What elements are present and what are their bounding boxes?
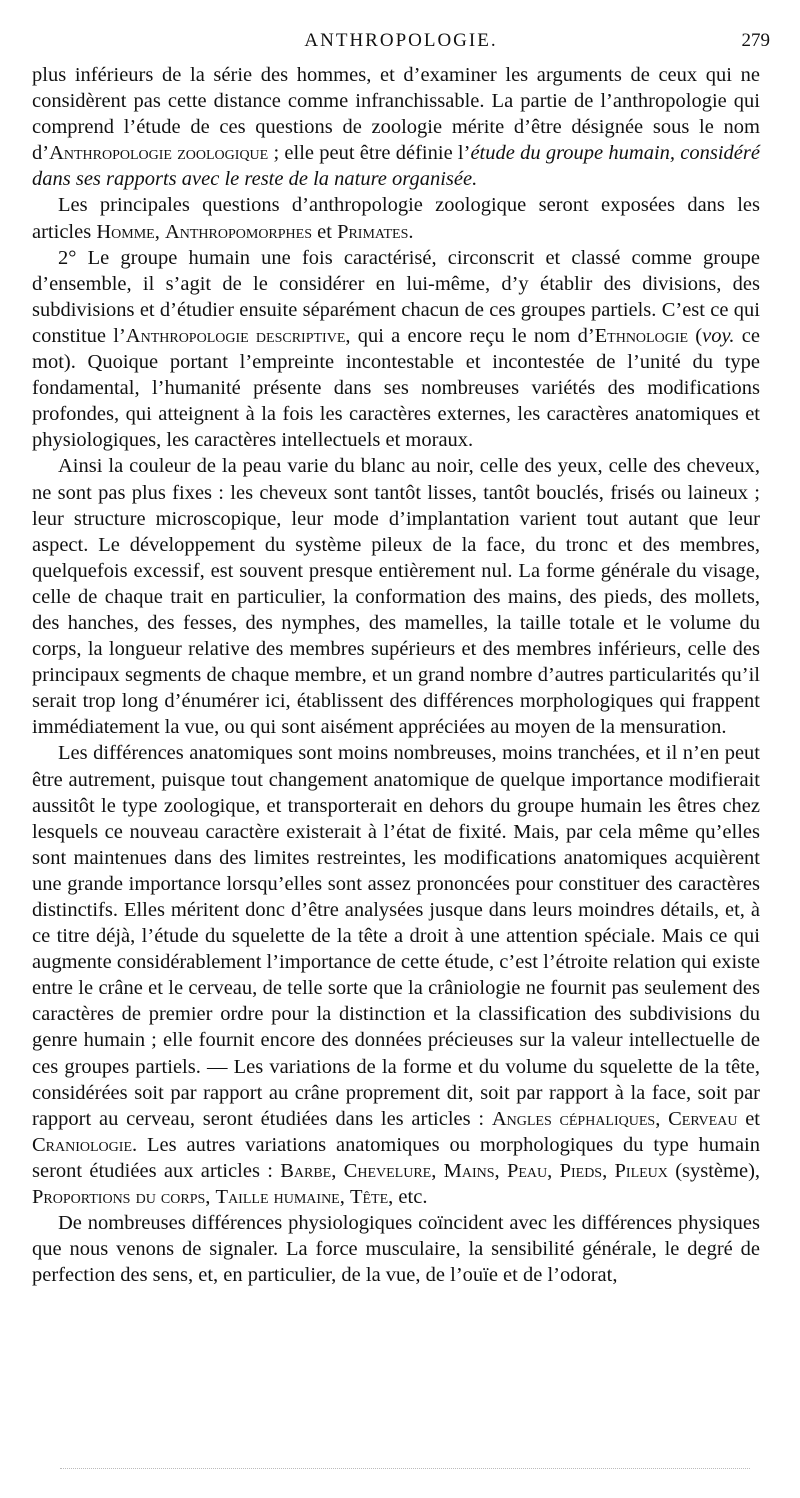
text-run: .	[408, 220, 414, 243]
paragraph	[32, 740, 760, 1210]
paragraph	[32, 453, 760, 740]
text-run: ,	[602, 1159, 615, 1182]
small-caps-term: Barbe	[280, 1159, 332, 1182]
text-run: ,	[331, 1159, 344, 1182]
text-run: ,	[339, 1186, 350, 1209]
text-run: ,	[494, 1159, 507, 1182]
small-caps-term: Ethnologie	[594, 324, 689, 347]
small-caps-term: Peau	[506, 1159, 548, 1182]
text-run: (	[688, 324, 703, 347]
text-run: ,	[154, 220, 165, 243]
text-run: ,	[431, 1159, 444, 1182]
text-run: Les différences anatomiques sont moins nombreuses, moins tranchées, et il n’en peut être autrement, puisque tout changement anatomique de quelque importance modifierait aussitôt le type zoologique, et transporterait en dehors du groupe humain les êtres chez lesquels ce nouveau caractère existerait à l’état de fixité. Mais, par cela même qu’elles sont maintenues dans des limites restreintes, les modifications anatomiques acquièrent une grande importance lorsqu’elles sont assez prononcées pour constituer des caractères distinctifs. Elles méritent donc d’être analysées jusque dans leurs moindres détails, et, à ce titre déjà, l’étude du squelette de la tête a droit à une attention spéciale. Mais ce qui augmente considérablement l’importance de cette étude, c’est l’étroite relation qui existe entre le crâne et le cerveau, de telle sorte que la crâniologie ne fournit pas seulement des caractères de premier ordre pour la distinction et la classification des subdivisions du genre humain ; elle fournit encore des données précieuses sur la valeur intellectuelle de ces groupes partiels. — Les variations de la forme et du volume du squelette de la tête, considérées soit par rapport au crâne proprement dit, soit par rapport à la face, soit par rapport au cerveau, seront étudiées dans les articles :	[32, 742, 761, 1130]
text-run: et	[737, 1107, 761, 1130]
text-run: Les principales questions d’anthropologie zoologique seront exposées dans les articles	[32, 194, 760, 243]
text-run: ,	[655, 1107, 669, 1130]
small-caps-term: Taille humaine	[215, 1186, 340, 1209]
small-caps-term: Tête	[349, 1186, 389, 1209]
text-run: , etc.	[388, 1186, 428, 1209]
text-run: ; elle peut être définie l’	[268, 142, 471, 165]
small-caps-term: Homme	[96, 220, 155, 243]
small-caps-term: Pieds	[559, 1159, 603, 1182]
small-caps-term: Anthropologie descriptive	[125, 324, 346, 347]
small-caps-term: Primates	[337, 220, 409, 243]
running-head: ANTHROPOLOGIE.	[304, 30, 498, 51]
italic-text: voy.	[702, 324, 735, 347]
small-caps-term: Craniologie	[32, 1133, 132, 1156]
text-run: plus inférieurs de la série des hommes, et d’examiner les arguments de ceux qui ne considèrent pas cette distance comme infranchissable. La partie de l’anthropologie qui comprend l’étude de ces questions de zoologie mérite d’être désignée sous le nom d’	[32, 64, 760, 165]
small-caps-term: Anthropologie zoologique	[49, 142, 269, 165]
small-caps-term: Angles céphaliques	[491, 1107, 656, 1130]
italic-text: étude du groupe humain, considéré dans ses rapports avec le reste de la nature organisée.	[32, 142, 760, 191]
text-run: ce mot). Quoique portant l’empreinte incontestable et incontestée de l’unité du type fondamental, l’humanité présente dans ses nombreuses variétés des modifications profondes, qui atteignent à la fois les caractères externes, les caractères anatomiques et physiologiques, les caractères intellectuels et moraux.	[32, 324, 760, 452]
small-caps-term: Proportions du corps	[32, 1186, 206, 1209]
text-run: ,	[205, 1186, 216, 1209]
text-run: (système),	[667, 1159, 761, 1182]
text-run: 2° Le groupe humain une fois caractérisé, circonscrit et classé comme groupe d’ensemble, il s’agit de le considérer en lui-même, d’y établir des divisions, des subdivisions et d’étudier ensuite séparément chacun de ces groupes partiels. C’est ce qui constitue l’	[32, 246, 760, 347]
small-caps-term: Anthropomorphes	[164, 220, 313, 243]
text-run: , qui a encore reçu le nom d’	[345, 324, 595, 347]
small-caps-term: Cerveau	[668, 1107, 738, 1130]
paragraph	[32, 1210, 760, 1288]
text-run: De nombreuses différences physiologiques coïncident avec les différences physiques que nous venons de signaler. La force musculaire, la sensibilité générale, le degré de perfection des sens, et, en particulier, de la vue, de l’ouïe et de l’odorat,	[32, 1212, 760, 1287]
small-caps-term: Chevelure	[343, 1159, 432, 1182]
paragraph	[32, 245, 760, 454]
text-run: et	[312, 220, 338, 243]
text-run: Ainsi la couleur de la peau varie du blanc au noir, celle des yeux, celle des cheveux, ne sont pas plus fixes : les cheveux sont tantôt lisses, tantôt bouclés, frisés ou laineux ; leur structure microscopique, leur mode d’implantation varient tout autant que leur aspect. Le développement du système pileux de la face, du tronc et des membres, quelquefois excessif, est souvent presque entièrement nul. La forme générale du visage, celle de chaque trait en particulier, la conformation des mains, des pieds, des mollets, des hanches, des fesses, des nymphes, des mamelles, la taille totale et le volume du corps, la longueur relative des membres supérieurs et des membres inférieurs, celle des principaux segments de chaque membre, et un grand nombre d’autres particularités qu’il serait trop long d’énumérer ici, établissent des différences morphologiques qui frappent immédiatement la vue, ou qui sont aisément appréciées au moyen de la mensuration.	[32, 455, 760, 739]
text-run: ,	[547, 1159, 560, 1182]
paragraph	[32, 192, 760, 244]
small-caps-term: Pileux	[614, 1159, 668, 1182]
paragraph	[32, 62, 760, 192]
small-caps-term: Mains	[443, 1159, 495, 1182]
page-number: 279	[741, 30, 770, 51]
text-run: . Les autres variations anatomiques ou morphologiques du type humain seront étudiées aux articles :	[32, 1133, 760, 1182]
footer-rule	[60, 1468, 750, 1469]
page-header	[32, 30, 770, 54]
body-text	[32, 62, 760, 1288]
